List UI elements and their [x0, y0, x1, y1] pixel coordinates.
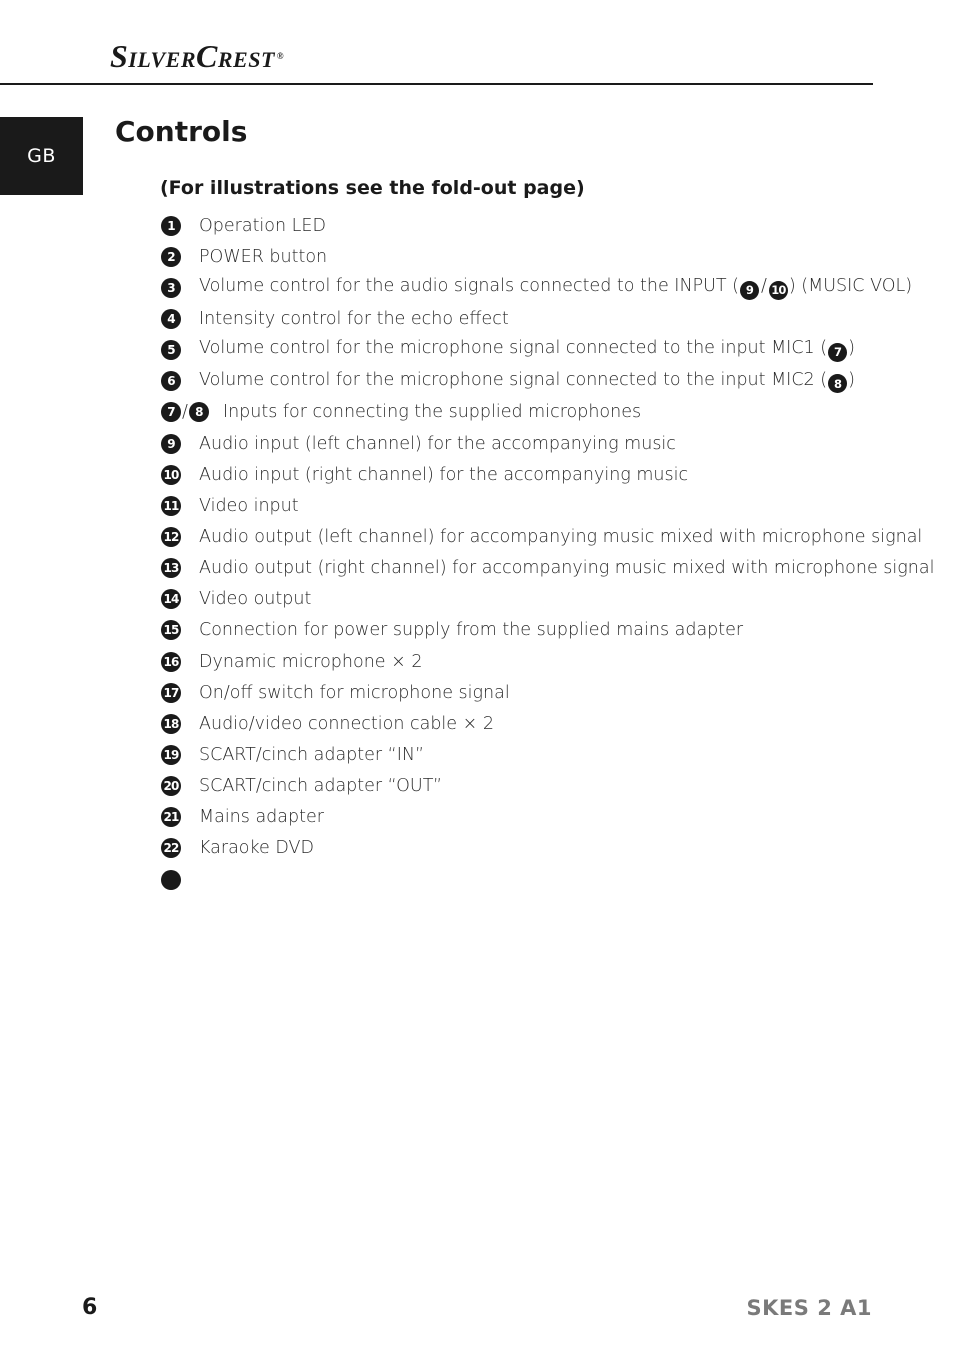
list-item: [161, 272, 934, 303]
item-label: SCART/cinch adapter “OUT”: [199, 776, 443, 797]
reference-badge: 7: [828, 343, 847, 362]
item-number-badge: 22: [161, 838, 181, 858]
item-label-text: ): [848, 338, 855, 359]
item-number-badge: 12: [161, 527, 181, 547]
list-item: [161, 646, 934, 677]
list-item: [161, 584, 934, 615]
list-item: [161, 335, 934, 366]
list-item: [161, 708, 934, 739]
header-divider: [0, 83, 873, 85]
list-item: [161, 428, 934, 459]
list-item: [161, 802, 934, 833]
list-item: [161, 615, 934, 646]
item-number-badge: 6: [161, 371, 181, 391]
item-number-badge: [161, 870, 181, 890]
item-number-badge: 7: [161, 402, 181, 422]
item-number-badge: 8: [189, 402, 209, 422]
language-tab: GB: [0, 117, 83, 195]
item-label: Dynamic microphone × 2: [199, 651, 423, 672]
page-title: Controls: [115, 115, 248, 148]
item-number-badge: 2: [161, 247, 181, 267]
item-label: Video input: [199, 495, 299, 516]
item-label: SCART/cinch adapter “IN”: [199, 744, 425, 765]
item-number-badge: 3: [161, 278, 181, 298]
list-item: [161, 490, 934, 521]
item-label: [199, 370, 855, 394]
item-label-text: Volume control for the microphone signal connected to the input MIC2 (: [199, 369, 828, 390]
item-label-text: Volume control for the microphone signal connected to the input MIC1 (: [199, 338, 828, 359]
list-item: [161, 553, 934, 584]
silvercrest-logo: [110, 36, 284, 80]
section-subtitle: (For illustrations see the fold-out page): [160, 177, 585, 199]
item-number-badge: 20: [161, 776, 181, 796]
reference-badge: 8: [828, 374, 847, 393]
item-label: On/off switch for microphone signal: [199, 682, 510, 703]
list-item: [161, 864, 934, 895]
controls-list: [161, 210, 934, 895]
item-number-badge: 4: [161, 309, 181, 329]
item-number-badge: 18: [161, 714, 181, 734]
item-label: Connection for power supply from the supplied mains adapter: [199, 620, 744, 641]
item-label: Audio input (right channel) for the accompanying music: [199, 464, 689, 485]
item-number-badge: 11: [161, 496, 181, 516]
model-number: SKES 2 A1: [746, 1296, 872, 1320]
list-item: [161, 241, 934, 272]
item-number-badge: 15: [161, 620, 181, 640]
item-label: Audio input (left channel) for the accompanying music: [199, 433, 676, 454]
item-number-badge: 1: [161, 216, 181, 236]
item-label-text: ): [848, 369, 855, 390]
item-label: [199, 338, 855, 362]
list-item: [161, 210, 934, 241]
list-item: [161, 739, 934, 770]
item-label-text: Volume control for the audio signals connected to the INPUT (: [199, 276, 739, 297]
item-label: POWER button: [199, 246, 328, 267]
item-number-badge: 17: [161, 683, 181, 703]
item-label: Audio/video connection cable × 2: [199, 713, 494, 734]
item-number-badge: 14: [161, 589, 181, 609]
list-item: [161, 521, 934, 552]
list-item: [161, 833, 934, 864]
item-label: Mains adapter: [199, 807, 324, 828]
item-number-separator: /: [182, 402, 188, 423]
logo-wordmark: SILVERCREST: [110, 38, 275, 75]
item-number-badge: 10: [161, 465, 181, 485]
item-number-badge: 16: [161, 652, 181, 672]
item-label: [199, 276, 912, 300]
item-number-badge: 9: [161, 434, 181, 454]
reference-separator: /: [760, 276, 767, 297]
item-number-badge: 19: [161, 745, 181, 765]
item-label: Audio output (left channel) for accompanying music mixed with microphone signal: [199, 526, 923, 547]
list-item: [161, 366, 934, 397]
list-item: [161, 459, 934, 490]
list-item: [161, 303, 934, 334]
list-item: [161, 677, 934, 708]
item-label: Karaoke DVD: [199, 838, 314, 859]
registered-mark: ®: [276, 51, 285, 61]
item-number-badge: 5: [161, 340, 181, 360]
page-number: 6: [82, 1295, 98, 1320]
reference-badge: 9: [740, 281, 759, 300]
list-item: [161, 397, 934, 428]
item-label: Video output: [199, 589, 312, 610]
item-number-badge: 13: [161, 558, 181, 578]
item-number-badge: 21: [161, 807, 181, 827]
item-label: Intensity control for the echo effect: [199, 308, 509, 329]
reference-badge: 10: [769, 281, 788, 300]
item-label: Inputs for connecting the supplied microphones: [222, 402, 642, 423]
item-label-text: ) (MUSIC VOL): [788, 276, 913, 297]
item-label: Audio output (right channel) for accompanying music mixed with microphone signal: [199, 558, 935, 579]
item-label: Operation LED: [199, 215, 326, 236]
list-item: [161, 771, 934, 802]
